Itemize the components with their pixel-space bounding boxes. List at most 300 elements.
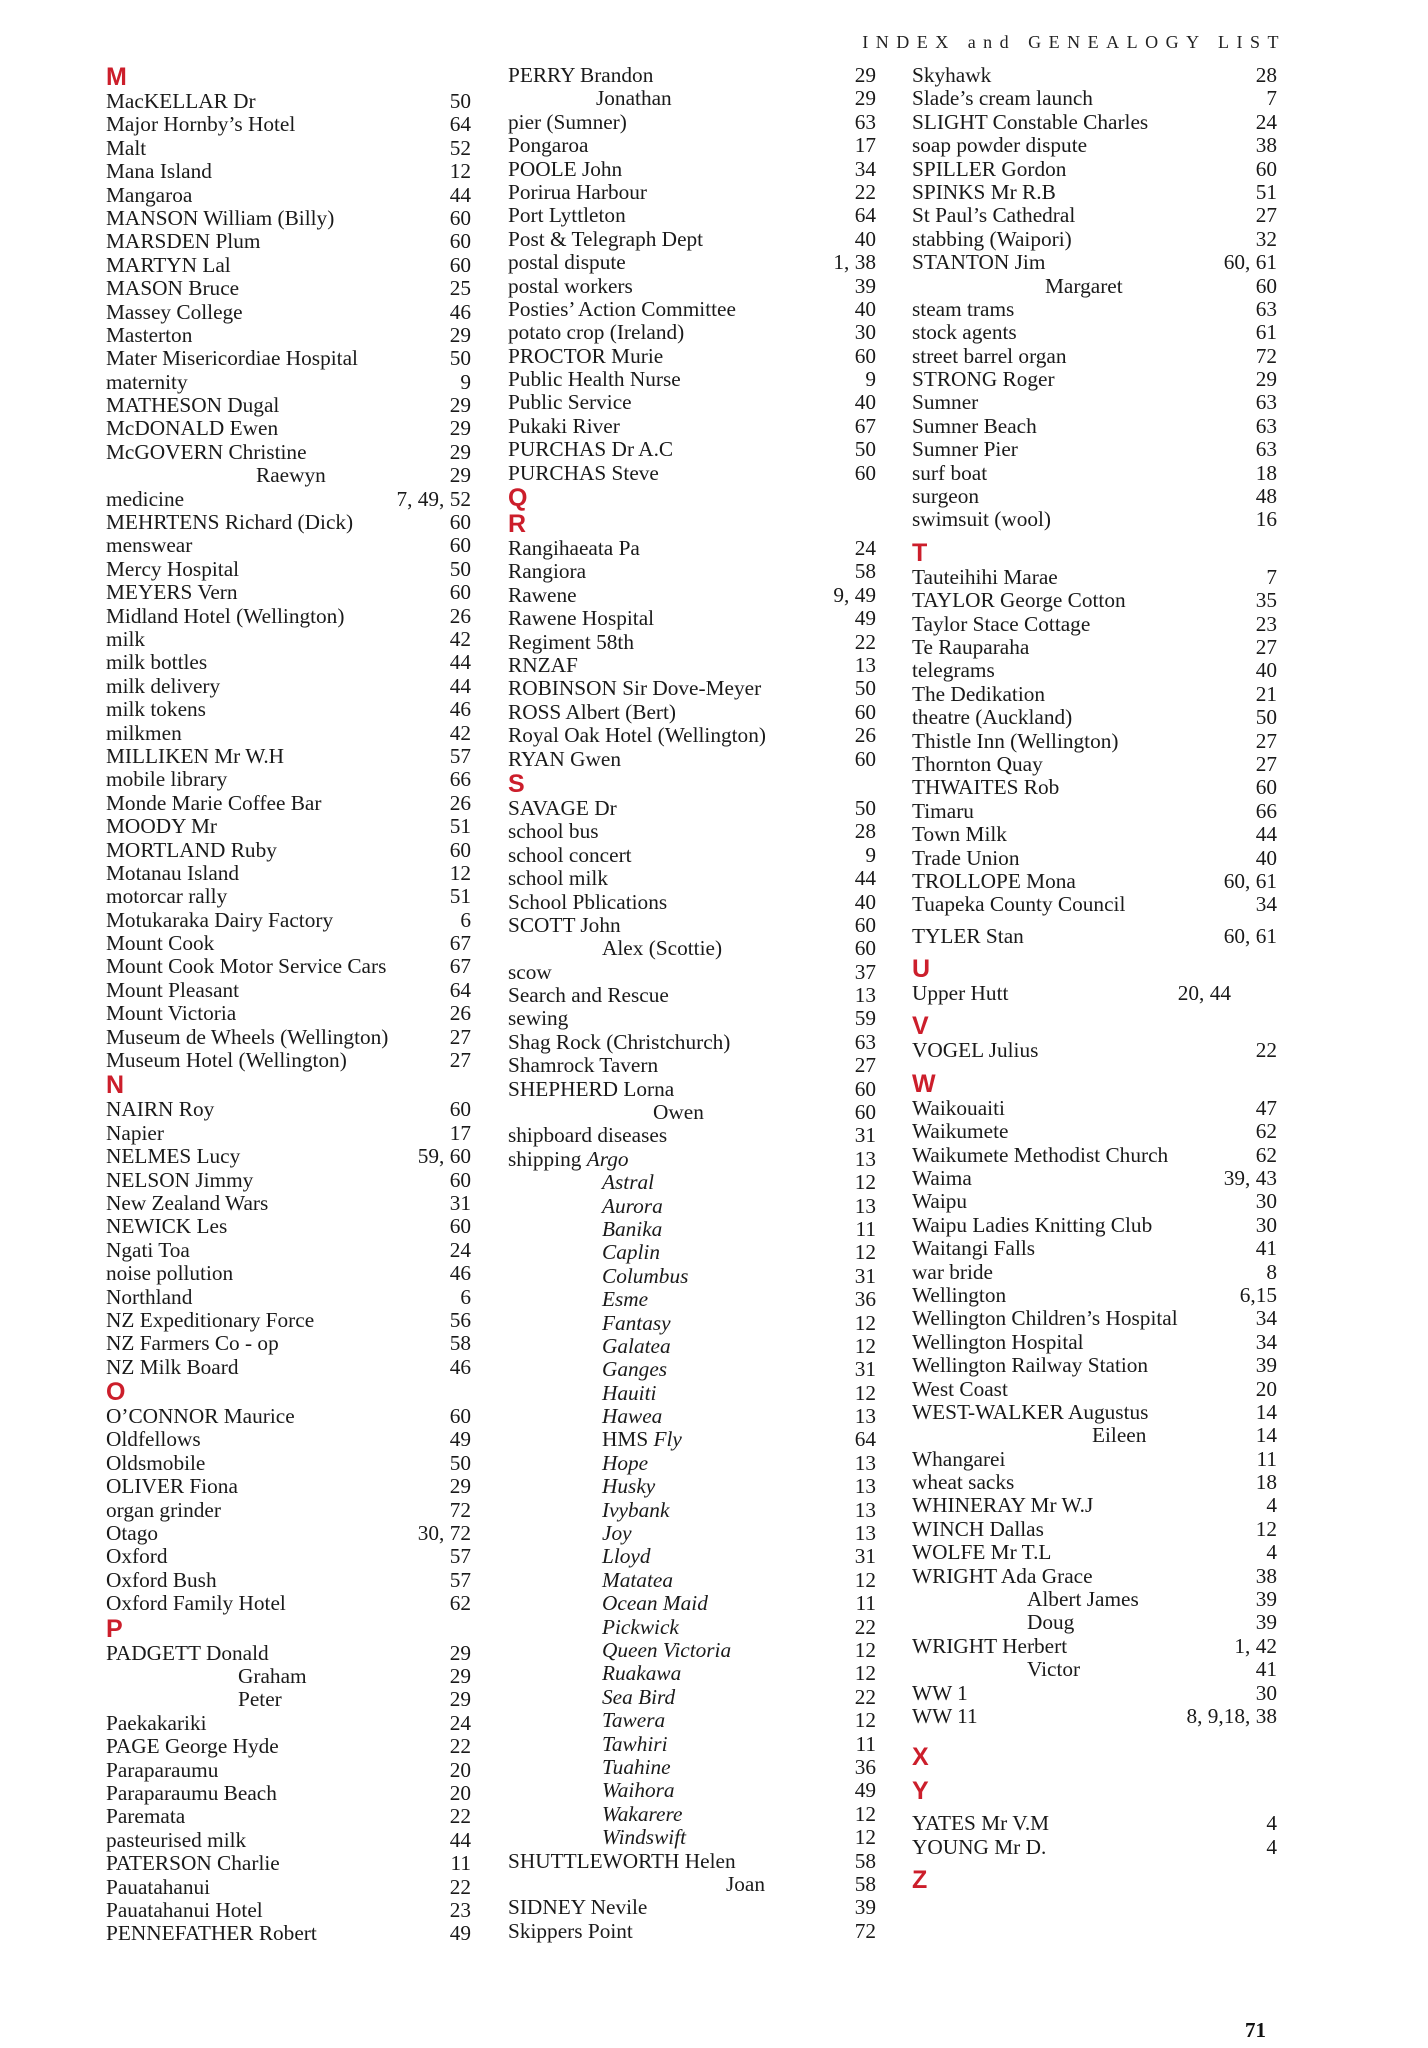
entry-pages: 63 — [1255, 437, 1277, 462]
index-entry — [508, 111, 876, 134]
index-entry — [508, 701, 876, 724]
entry-pages: 66 — [1255, 798, 1277, 823]
entry-name-text: Shamrock Tavern — [508, 1053, 659, 1078]
index-entry — [508, 820, 876, 843]
entry-pages: 7, 49, 52 — [396, 486, 471, 511]
entry-name — [508, 438, 673, 461]
entry-name-text: ROBINSON Sir Dove-Meyer — [508, 676, 762, 701]
entry-pages: 31 — [854, 1544, 876, 1569]
index-entry — [508, 1639, 876, 1662]
entry-name-text: Waitangi Falls — [912, 1236, 1036, 1261]
index-entry — [508, 64, 876, 87]
entry-name — [106, 1922, 317, 1945]
entry-name — [508, 867, 608, 890]
index-entry — [106, 113, 471, 136]
entry-pages: 26 — [449, 790, 471, 815]
entry-name-text: Jonathan — [596, 86, 672, 111]
entry-name — [602, 1803, 682, 1826]
entry-pages: 32 — [1255, 226, 1277, 251]
entry-name — [508, 158, 622, 181]
entry-name — [106, 511, 353, 534]
entry-name — [106, 955, 386, 978]
entry-pages: 11 — [855, 1591, 876, 1616]
entry-name-text: Pickwick — [602, 1614, 679, 1639]
index-entry — [912, 982, 1277, 1005]
entry-pages: 39 — [854, 1895, 876, 1920]
entry-pages: 27 — [1255, 634, 1277, 659]
index-entry — [912, 228, 1277, 251]
entry-name — [508, 607, 654, 630]
index-entry — [508, 867, 876, 890]
entry-name-text: Raewyn — [256, 463, 326, 488]
entry-name-text: SIDNEY Nevile — [508, 1895, 648, 1920]
entry-pages: 22 — [854, 629, 876, 654]
entry-name — [508, 228, 703, 251]
entry-name — [508, 844, 632, 867]
index-entry — [106, 862, 471, 885]
entry-name-text: SPINKS Mr R.B — [912, 179, 1056, 204]
index-entry — [106, 277, 471, 300]
entry-name-text: NELSON Jimmy — [106, 1167, 254, 1192]
entry-pages: 42 — [449, 720, 471, 745]
entry-pages: 20 — [449, 1780, 471, 1805]
letter-heading: O — [106, 1378, 126, 1407]
index-entry — [508, 1265, 876, 1288]
entry-name — [912, 1261, 993, 1284]
entry-pages: 30, 72 — [417, 1521, 471, 1546]
entry-name — [912, 87, 1093, 110]
index-entry — [912, 298, 1277, 321]
index-entry — [106, 1262, 471, 1285]
index-entry — [912, 925, 1277, 948]
entry-pages: 9 — [865, 367, 876, 392]
entry-pages: 58 — [449, 1331, 471, 1356]
entry-name-text: Oldfellows — [106, 1427, 201, 1452]
entry-name-text: Paremata — [106, 1804, 186, 1829]
entry-name — [106, 651, 207, 674]
letter-heading: W — [912, 1069, 936, 1098]
entry-name — [912, 706, 1072, 729]
entry-name — [106, 324, 192, 347]
entry-pages: 40 — [854, 390, 876, 415]
entry-name-text: Te Rauparaha — [912, 634, 1030, 659]
index-entry — [508, 415, 876, 438]
entry-name — [602, 1195, 663, 1218]
entry-pages: 67 — [449, 931, 471, 956]
entry-name — [508, 701, 676, 724]
entry-name — [106, 722, 182, 745]
index-entry — [106, 394, 471, 417]
index-entry — [912, 1611, 1277, 1634]
index-entry — [106, 1545, 471, 1568]
entry-name — [602, 1499, 669, 1522]
entry-name-text: WW 1 — [912, 1680, 968, 1705]
entry-name-text: Masterton — [106, 322, 193, 347]
entry-name — [602, 1545, 651, 1568]
entry-name — [106, 371, 188, 394]
entry-name-text: Oxford Family Hotel — [106, 1591, 286, 1616]
entry-name-text: Hope — [602, 1450, 649, 1475]
entry-name — [602, 937, 722, 960]
index-entry — [106, 511, 471, 534]
index-entry — [508, 321, 876, 344]
index-entry — [912, 1331, 1277, 1354]
entry-name-text: organ grinder — [106, 1497, 221, 1522]
entry-name-text: Museum de Wheels (Wellington) — [106, 1024, 389, 1049]
entry-name-text: Matatea — [602, 1567, 673, 1592]
entry-name — [912, 1401, 1148, 1424]
index-entry — [508, 298, 876, 321]
index-entry — [912, 1190, 1277, 1213]
entry-pages: 46 — [449, 1261, 471, 1286]
entry-name — [912, 1039, 1038, 1062]
entry-name-text: Rangihaeata Pa — [508, 536, 640, 561]
entry-pages: 12 — [854, 1170, 876, 1195]
entry-pages: 63 — [854, 109, 876, 134]
index-entry — [508, 1195, 876, 1218]
entry-pages: 64 — [854, 203, 876, 228]
index-entry — [106, 347, 471, 370]
index-entry — [508, 1382, 876, 1405]
letter-heading: X — [912, 1743, 929, 1772]
entry-name — [106, 1592, 286, 1615]
entry-name — [106, 675, 220, 698]
vessel-name: Argo — [586, 1146, 629, 1171]
entry-name — [106, 1712, 207, 1735]
entry-name-text: Owen — [653, 1100, 704, 1125]
entry-name — [912, 204, 1075, 227]
entry-pages: 23 — [449, 1897, 471, 1922]
entry-name — [508, 1124, 667, 1147]
entry-name-text: theatre (Auckland) — [912, 705, 1073, 730]
index-entry — [106, 1428, 471, 1451]
entry-name-text: SLIGHT Constable Charles — [912, 109, 1149, 134]
entry-name-text: school bus — [508, 819, 599, 844]
entry-name — [508, 748, 621, 771]
entry-name-text: maternity — [106, 369, 188, 394]
entry-name — [508, 204, 626, 227]
letter-heading: M — [106, 63, 127, 91]
entry-name-text: war bride — [912, 1259, 994, 1284]
entry-name — [106, 394, 279, 417]
entry-name — [106, 137, 146, 160]
entry-name-text: motorcar rally — [106, 884, 228, 909]
index-entry — [912, 1812, 1277, 1835]
index-entry — [912, 1518, 1277, 1541]
entry-name-text: potato crop (Ireland) — [508, 320, 685, 345]
spacer — [912, 1005, 1277, 1013]
entry-pages: 12 — [854, 1333, 876, 1358]
entry-pages: 50 — [1255, 705, 1277, 730]
spacer — [912, 1770, 1277, 1778]
entry-name-text: MEHRTENS Richard (Dick) — [106, 510, 354, 535]
entry-name — [1027, 1611, 1074, 1634]
entry-pages: 14 — [1255, 1399, 1277, 1424]
entry-pages: 66 — [449, 767, 471, 792]
entry-name-text: Caplin — [602, 1240, 660, 1265]
entry-name — [508, 724, 766, 747]
entry-pages: 29 — [449, 1474, 471, 1499]
entry-name-text: McGOVERN Christine — [106, 439, 307, 464]
entry-pages: 31 — [854, 1263, 876, 1288]
entry-name — [912, 1705, 978, 1728]
entry-name-text: McDONALD Ewen — [106, 416, 279, 441]
entry-pages: 6 — [460, 1284, 471, 1309]
entry-pages: 60 — [854, 699, 876, 724]
entry-name — [508, 181, 647, 204]
entry-name — [508, 677, 761, 700]
index-entry — [508, 134, 876, 157]
index-entry — [106, 675, 471, 698]
index-entry — [106, 722, 471, 745]
entry-pages: 29 — [449, 1640, 471, 1665]
entry-name-text: Aurora — [602, 1193, 663, 1218]
entry-name-text: noise pollution — [106, 1261, 234, 1286]
entry-name-text: VOGEL Julius — [912, 1038, 1039, 1063]
entry-name-text: PURCHAS Dr A.C — [508, 437, 674, 462]
entry-name-text: Wakarere — [602, 1801, 683, 1826]
entry-name-text: Pauatahanui Hotel — [106, 1897, 263, 1922]
index-entry — [912, 870, 1277, 893]
entry-name — [912, 438, 1018, 461]
entry-pages: 25 — [449, 276, 471, 301]
entry-name — [106, 1049, 347, 1072]
entry-pages: 29 — [449, 393, 471, 418]
index-entry — [106, 1309, 471, 1332]
entry-pages: 30 — [854, 320, 876, 345]
entry-name-text: St Paul’s Cathedral — [912, 203, 1076, 228]
index-entry — [106, 1356, 471, 1379]
entry-pages: 58 — [854, 559, 876, 584]
entry-name-text: postal dispute — [508, 250, 626, 275]
entry-name — [653, 1101, 704, 1124]
index-entry — [508, 1873, 876, 1896]
entry-pages: 27 — [449, 1048, 471, 1073]
index-entry — [912, 1237, 1277, 1260]
index-entry — [912, 134, 1277, 157]
index-entry — [106, 1169, 471, 1192]
index-entry — [106, 605, 471, 628]
index-entry — [106, 815, 471, 838]
entry-name — [106, 932, 214, 955]
entry-pages: 50 — [449, 556, 471, 581]
index-entry — [508, 1428, 876, 1451]
entry-name-text: NZ Milk Board — [106, 1354, 239, 1379]
entry-pages: 37 — [854, 959, 876, 984]
index-entry — [106, 301, 471, 324]
entry-name-text: Esme — [602, 1287, 649, 1312]
entry-name-text: Joan — [726, 1871, 766, 1896]
entry-pages: 38 — [1255, 133, 1277, 158]
index-entry — [912, 613, 1277, 636]
index-entry — [508, 1522, 876, 1545]
entry-pages: 29 — [1255, 367, 1277, 392]
entry-name-text: NELMES Lucy — [106, 1144, 241, 1169]
entry-name-text: Waikouaiti — [912, 1095, 1005, 1120]
entry-pages: 31 — [449, 1190, 471, 1215]
index-entry — [508, 537, 876, 560]
letter-heading: S — [508, 769, 525, 798]
entry-name — [912, 589, 1126, 612]
entry-name — [106, 979, 239, 1002]
index-entry — [106, 1192, 471, 1215]
index-entry — [106, 1239, 471, 1262]
entry-name-text: THWAITES Rob — [912, 775, 1060, 800]
entry-name-text: stabbing (Waipori) — [912, 226, 1072, 251]
entry-pages: 11 — [855, 1731, 876, 1756]
entry-name-text: Hauiti — [602, 1380, 657, 1405]
entry-pages: 27 — [1255, 203, 1277, 228]
entry-pages: 11 — [450, 1851, 471, 1876]
entry-pages: 60 — [449, 580, 471, 605]
entry-name-text: NEWICK Les — [106, 1214, 228, 1239]
index-entry — [106, 1098, 471, 1121]
index-entry — [912, 589, 1277, 612]
index-entry — [106, 979, 471, 1002]
entry-pages: 12 — [854, 1825, 876, 1850]
entry-name — [602, 1592, 708, 1615]
entry-pages: 13 — [854, 1497, 876, 1522]
index-entry — [508, 677, 876, 700]
index-entry — [508, 228, 876, 251]
entry-pages: 12 — [854, 1708, 876, 1733]
vessel-name: Fly — [653, 1427, 682, 1452]
index-entry — [508, 1124, 876, 1147]
index-entry — [912, 485, 1277, 508]
index-entry — [912, 753, 1277, 776]
entry-name — [912, 847, 1019, 870]
spacer — [912, 1063, 1277, 1071]
entry-name — [106, 628, 145, 651]
entry-pages: 12 — [449, 159, 471, 184]
entry-name-text: MILLIKEN Mr W.H — [106, 743, 285, 768]
entry-name — [508, 654, 578, 677]
entry-name — [1027, 1658, 1080, 1681]
entry-name-text: Northland — [106, 1284, 193, 1309]
index-entry — [106, 1759, 471, 1782]
index-entry — [508, 584, 876, 607]
entry-pages: 49 — [449, 1921, 471, 1946]
entry-pages: 50 — [449, 346, 471, 371]
entry-name — [106, 1192, 268, 1215]
entry-name — [596, 87, 672, 110]
index-entry — [912, 1284, 1277, 1307]
index-entry — [106, 1782, 471, 1805]
entry-name-text: Trade Union — [912, 845, 1020, 870]
entry-pages: 48 — [1255, 484, 1277, 509]
entry-name-text: steam trams — [912, 296, 1015, 321]
entry-name — [912, 134, 1087, 157]
entry-name — [912, 1494, 1093, 1517]
entry-name — [508, 391, 632, 414]
entry-name — [106, 745, 284, 768]
entry-name — [912, 1541, 1051, 1564]
entry-pages: 4 — [1266, 1811, 1277, 1836]
entry-pages: 60 — [854, 343, 876, 368]
entry-pages: 60 — [449, 533, 471, 558]
entry-pages: 13 — [854, 1404, 876, 1429]
entry-name — [912, 636, 1029, 659]
entry-name-text: pasteurised milk — [106, 1827, 247, 1852]
entry-name — [106, 1169, 253, 1192]
entry-name-text: Mercy Hospital — [106, 556, 240, 581]
entry-pages: 7 — [1266, 564, 1277, 589]
entry-name — [1045, 275, 1123, 298]
index-entry — [912, 1120, 1277, 1143]
entry-name — [912, 1214, 1152, 1237]
entry-name-text: TYLER Stan — [912, 923, 1024, 948]
entry-name — [106, 1475, 238, 1498]
index-entry — [106, 1049, 471, 1072]
index-entry — [912, 345, 1277, 368]
index-entry — [106, 1642, 471, 1665]
entry-pages: 20 — [1255, 1376, 1277, 1401]
entry-pages: 44 — [854, 866, 876, 891]
entry-pages: 60 — [854, 912, 876, 937]
entry-name-text: Midland Hotel (Wellington) — [106, 603, 345, 628]
entry-name-text: MORTLAND Ruby — [106, 837, 277, 862]
index-entry — [106, 651, 471, 674]
index-entry — [106, 628, 471, 651]
entry-name — [106, 885, 227, 908]
index-entry — [912, 1682, 1277, 1705]
entry-pages: 30 — [1255, 1680, 1277, 1705]
entry-pages: 1, 38 — [833, 250, 876, 275]
entry-name-text: postal workers — [508, 273, 633, 298]
entry-pages: 60 — [1255, 273, 1277, 298]
entry-name — [106, 417, 278, 440]
entry-name-text: pier (Sumner) — [508, 109, 627, 134]
index-entry — [508, 438, 876, 461]
index-entry — [508, 87, 876, 110]
index-entry — [106, 1592, 471, 1615]
entry-pages: 9 — [460, 369, 471, 394]
entry-name-text: Mount Cook Motor Service Cars — [106, 954, 387, 979]
entry-name — [508, 961, 552, 984]
entry-name-text: O’CONNOR Maurice — [106, 1404, 295, 1429]
entry-name — [106, 1356, 239, 1379]
entry-name — [106, 1782, 277, 1805]
index-entry — [508, 1896, 876, 1919]
index-entry — [508, 984, 876, 1007]
entry-pages: 51 — [449, 884, 471, 909]
index-entry — [912, 1471, 1277, 1494]
entry-pages: 60, 61 — [1223, 250, 1277, 275]
index-entry — [106, 534, 471, 557]
entry-name-text: Sea Bird — [602, 1684, 676, 1709]
entry-name — [602, 1171, 654, 1194]
entry-name — [912, 1167, 972, 1190]
entry-name — [912, 1237, 1035, 1260]
entry-name — [508, 1896, 647, 1919]
entry-pages: 44 — [449, 650, 471, 675]
entry-name-text: Wellington Hospital — [912, 1329, 1084, 1354]
entry-name-text: Post & Telegraph Dept — [508, 226, 704, 251]
entry-name-text: Wellington Children’s Hospital — [912, 1306, 1178, 1331]
entry-name — [912, 1471, 1014, 1494]
index-entry — [508, 1054, 876, 1077]
entry-name-text: shipping — [508, 1146, 582, 1171]
entry-name — [106, 1452, 205, 1475]
entry-name-text: Rangiora — [508, 559, 587, 584]
entry-name-text: Public Service — [508, 390, 632, 415]
entry-pages: 29 — [854, 63, 876, 87]
entry-pages: 27 — [854, 1053, 876, 1078]
entry-pages: 29 — [449, 416, 471, 441]
entry-pages: 36 — [854, 1287, 876, 1312]
entry-name — [106, 160, 212, 183]
entry-pages: 60, 61 — [1223, 868, 1277, 893]
